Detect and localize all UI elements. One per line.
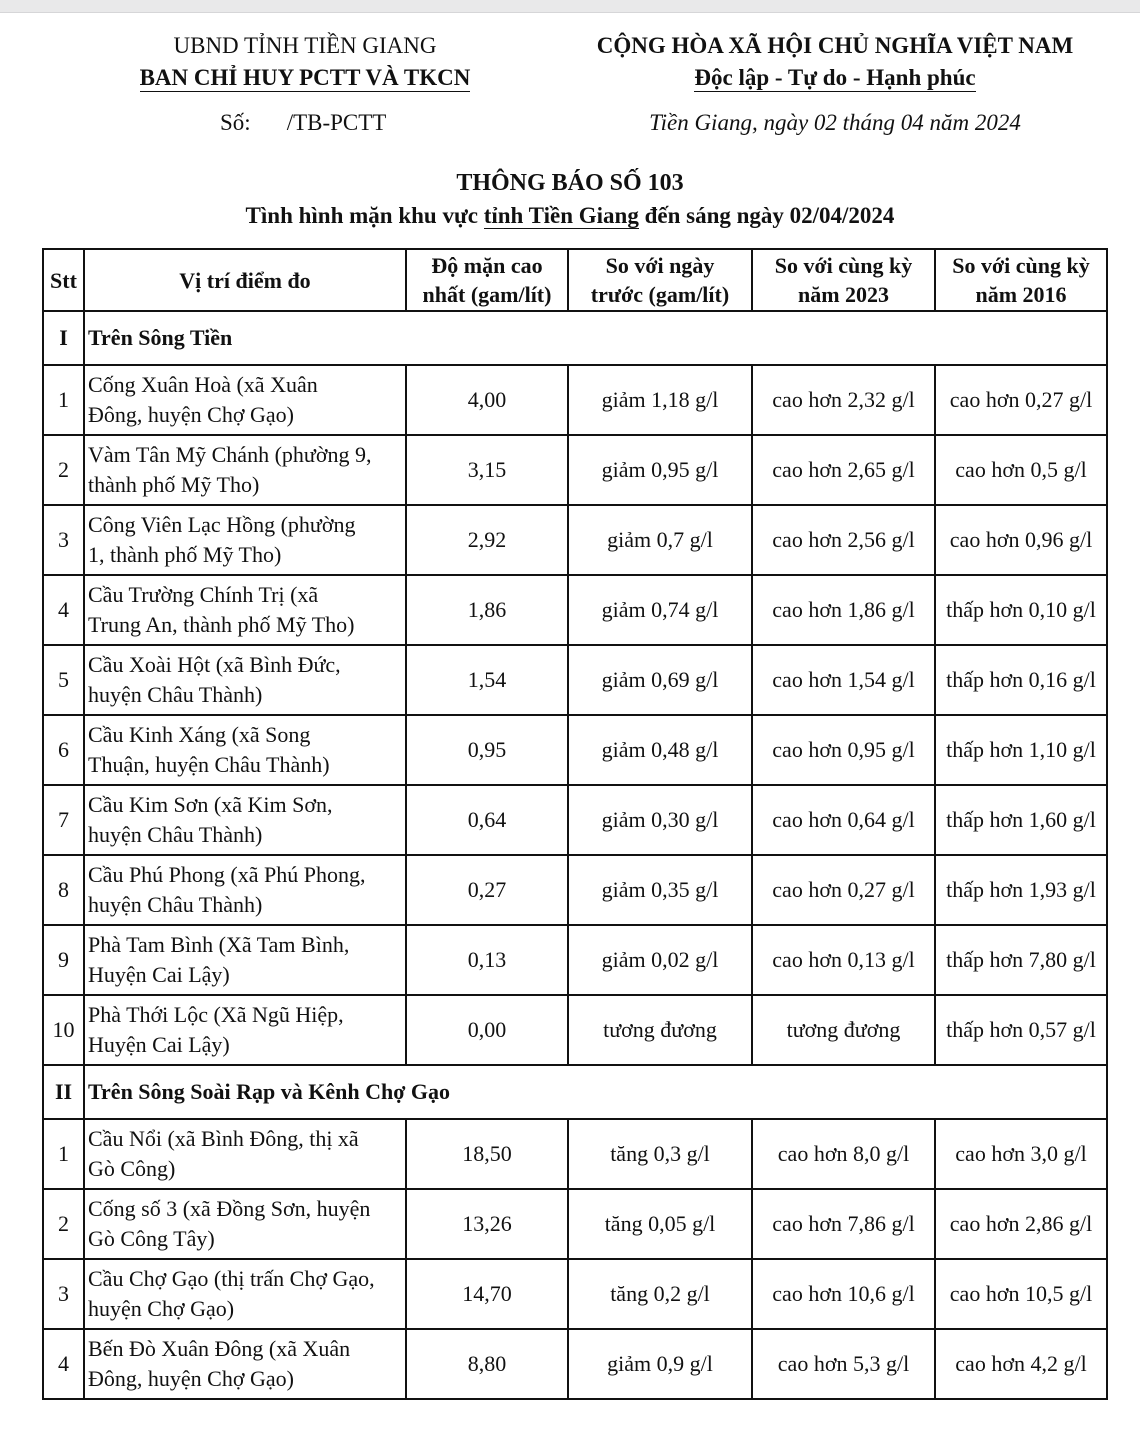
row-location (84, 925, 406, 995)
row-salinity: 0,64 (406, 785, 568, 855)
national-motto-block (565, 30, 1105, 94)
location-line-1: Vàm Tân Mỹ Chánh (phường 9, (88, 442, 372, 467)
row-location (84, 995, 406, 1065)
col-header-salinity: Độ mặn cao nhất (gam/lít) (406, 249, 568, 311)
viewer-top-bar (0, 0, 1140, 13)
row-location (84, 645, 406, 715)
row-vs-2016: thấp hơn 7,80 g/l (935, 925, 1107, 995)
row-vs-prev-day: giảm 1,18 g/l (568, 365, 752, 435)
row-vs-2016: cao hơn 10,5 g/l (935, 1259, 1107, 1329)
row-stt: 4 (43, 1329, 84, 1399)
row-vs-2023: cao hơn 0,27 g/l (752, 855, 935, 925)
row-vs-2016: cao hơn 0,96 g/l (935, 505, 1107, 575)
row-stt: 7 (43, 785, 84, 855)
row-stt: 9 (43, 925, 84, 995)
document-number (220, 110, 386, 136)
row-vs-prev-day: giảm 0,74 g/l (568, 575, 752, 645)
section-row (43, 311, 1107, 365)
row-vs-2023: cao hơn 1,86 g/l (752, 575, 935, 645)
row-salinity: 1,54 (406, 645, 568, 715)
location-line-2: thành phố Mỹ Tho) (88, 472, 260, 497)
section-number: II (43, 1065, 84, 1119)
table-row (43, 645, 1107, 715)
location-line-2: Đông, huyện Chợ Gạo) (88, 1366, 294, 1391)
location-line-2: huyện Chợ Gạo) (88, 1296, 235, 1321)
row-vs-2016: thấp hơn 1,10 g/l (935, 715, 1107, 785)
section-number: I (43, 311, 84, 365)
row-stt: 1 (43, 1119, 84, 1189)
country-name: CỘNG HÒA XÃ HỘI CHỦ NGHĨA VIỆT NAM (596, 33, 1074, 58)
table-row (43, 785, 1107, 855)
row-vs-2023: cao hơn 2,65 g/l (752, 435, 935, 505)
national-motto: Độc lập - Tự do - Hạnh phúc (694, 65, 976, 90)
location-line-2: Đông, huyện Chợ Gạo) (88, 402, 294, 427)
row-vs-2023: cao hơn 8,0 g/l (752, 1119, 935, 1189)
row-location (84, 715, 406, 785)
row-vs-2016: cao hơn 0,27 g/l (935, 365, 1107, 435)
row-vs-prev-day: giảm 0,95 g/l (568, 435, 752, 505)
row-stt: 5 (43, 645, 84, 715)
row-salinity: 0,00 (406, 995, 568, 1065)
row-location (84, 435, 406, 505)
row-location (84, 1119, 406, 1189)
row-location (84, 575, 406, 645)
table-row (43, 1259, 1107, 1329)
row-vs-prev-day: giảm 0,48 g/l (568, 715, 752, 785)
row-vs-prev-day: tăng 0,05 g/l (568, 1189, 752, 1259)
row-vs-2023: cao hơn 10,6 g/l (752, 1259, 935, 1329)
row-salinity: 0,27 (406, 855, 568, 925)
row-vs-2023: cao hơn 2,56 g/l (752, 505, 935, 575)
location-line-1: Cầu Kim Sơn (xã Kim Sơn, (88, 792, 333, 817)
row-vs-2016: cao hơn 4,2 g/l (935, 1329, 1107, 1399)
row-vs-2016: thấp hơn 1,60 g/l (935, 785, 1107, 855)
row-vs-2016: thấp hơn 0,10 g/l (935, 575, 1107, 645)
table-row (43, 925, 1107, 995)
row-stt: 3 (43, 505, 84, 575)
row-stt: 8 (43, 855, 84, 925)
section-title: Trên Sông Tiền (84, 311, 1107, 365)
row-vs-prev-day: giảm 0,69 g/l (568, 645, 752, 715)
table-row (43, 855, 1107, 925)
col-header-stt: Stt (43, 249, 84, 311)
location-line-2: huyện Châu Thành) (88, 682, 263, 707)
row-location (84, 1259, 406, 1329)
row-location (84, 505, 406, 575)
row-vs-2016: cao hơn 0,5 g/l (935, 435, 1107, 505)
table-row (43, 435, 1107, 505)
location-line-1: Cầu Trường Chính Trị (xã (88, 582, 319, 607)
location-line-2: 1, thành phố Mỹ Tho) (88, 542, 282, 567)
location-line-2: Huyện Cai Lậy) (88, 962, 230, 987)
row-vs-prev-day: giảm 0,9 g/l (568, 1329, 752, 1399)
row-salinity: 18,50 (406, 1119, 568, 1189)
row-vs-2023: cao hơn 0,13 g/l (752, 925, 935, 995)
row-vs-prev-day: tăng 0,3 g/l (568, 1119, 752, 1189)
location-line-2: Gò Công) (88, 1156, 176, 1181)
row-stt: 2 (43, 435, 84, 505)
row-vs-prev-day: tăng 0,2 g/l (568, 1259, 752, 1329)
row-vs-2016: thấp hơn 1,93 g/l (935, 855, 1107, 925)
notice-title: THÔNG BÁO SỐ 103 (456, 170, 684, 196)
location-line-2: Huyện Cai Lậy) (88, 1032, 230, 1057)
row-location (84, 1189, 406, 1259)
row-location (84, 365, 406, 435)
col-header-prev-day: So với ngày trước (gam/lít) (568, 249, 752, 311)
row-salinity: 2,92 (406, 505, 568, 575)
table-row (43, 1189, 1107, 1259)
table-row (43, 1119, 1107, 1189)
row-stt: 3 (43, 1259, 84, 1329)
location-line-1: Phà Tam Bình (Xã Tam Bình, (88, 932, 350, 957)
salinity-table (42, 248, 1108, 1400)
table-row (43, 715, 1107, 785)
row-vs-2023: cao hơn 1,54 g/l (752, 645, 935, 715)
notice-subtitle: Tình hình mặn khu vực tỉnh Tiền Giang đến sáng ngày 02/04/2024 (245, 203, 895, 228)
location-line-2: Trung An, thành phố Mỹ Tho) (88, 612, 355, 637)
row-salinity: 1,86 (406, 575, 568, 645)
row-location (84, 785, 406, 855)
row-stt: 2 (43, 1189, 84, 1259)
location-line-1: Công Viên Lạc Hồng (phường (88, 512, 356, 537)
location-line-1: Cầu Chợ Gạo (thị trấn Chợ Gạo, (88, 1266, 375, 1291)
section-row (43, 1065, 1107, 1119)
issuer-province: UBND TỈNH TIỀN GIANG (173, 33, 437, 58)
location-line-1: Bến Đò Xuân Đông (xã Xuân (88, 1336, 351, 1361)
location-line-2: Gò Công Tây) (88, 1226, 215, 1251)
place-date: Tiền Giang, ngày 02 tháng 04 năm 2024 (649, 110, 1021, 135)
row-location (84, 855, 406, 925)
row-vs-2016: thấp hơn 0,16 g/l (935, 645, 1107, 715)
row-stt: 4 (43, 575, 84, 645)
row-vs-2023: cao hơn 2,32 g/l (752, 365, 935, 435)
row-salinity: 3,15 (406, 435, 568, 505)
row-salinity: 14,70 (406, 1259, 568, 1329)
issuer-block (100, 30, 510, 94)
location-line-2: huyện Châu Thành) (88, 892, 263, 917)
row-vs-2016: cao hơn 3,0 g/l (935, 1119, 1107, 1189)
col-header-location: Vị trí điểm đo (84, 249, 406, 311)
row-stt: 6 (43, 715, 84, 785)
issuer-committee: BAN CHỈ HUY PCTT VÀ TKCN (139, 65, 471, 90)
row-vs-prev-day: giảm 0,35 g/l (568, 855, 752, 925)
location-line-1: Cầu Phú Phong (xã Phú Phong, (88, 862, 366, 887)
row-salinity: 0,13 (406, 925, 568, 995)
col-header-2016: So với cùng kỳ năm 2016 (935, 249, 1107, 311)
location-line-1: Cầu Nổi (xã Bình Đông, thị xã (88, 1126, 359, 1151)
row-stt: 10 (43, 995, 84, 1065)
row-vs-2023: cao hơn 0,64 g/l (752, 785, 935, 855)
location-line-1: Cầu Kinh Xáng (xã Song (88, 722, 311, 747)
document-number-value: /TB-PCTT (286, 110, 387, 135)
row-location (84, 1329, 406, 1399)
row-stt: 1 (43, 365, 84, 435)
row-vs-2023: tương đương (752, 995, 935, 1065)
location-line-2: Thuận, huyện Châu Thành) (88, 752, 330, 777)
location-line-1: Cống số 3 (xã Đồng Sơn, huyện (88, 1196, 371, 1221)
row-vs-2016: thấp hơn 0,57 g/l (935, 995, 1107, 1065)
table-row (43, 1329, 1107, 1399)
col-header-2023: So với cùng kỳ năm 2023 (752, 249, 935, 311)
table-row (43, 995, 1107, 1065)
row-vs-2016: cao hơn 2,86 g/l (935, 1189, 1107, 1259)
table-row (43, 365, 1107, 435)
row-vs-prev-day: giảm 0,7 g/l (568, 505, 752, 575)
table-row (43, 505, 1107, 575)
row-salinity: 4,00 (406, 365, 568, 435)
table-header-row (43, 249, 1107, 311)
row-vs-2023: cao hơn 5,3 g/l (752, 1329, 935, 1399)
row-vs-2023: cao hơn 7,86 g/l (752, 1189, 935, 1259)
location-line-1: Phà Thới Lộc (Xã Ngũ Hiệp, (88, 1002, 344, 1027)
row-vs-2023: cao hơn 0,95 g/l (752, 715, 935, 785)
row-salinity: 8,80 (406, 1329, 568, 1399)
location-line-1: Cống Xuân Hoà (xã Xuân (88, 372, 318, 397)
row-salinity: 0,95 (406, 715, 568, 785)
document-number-label: Số: (220, 110, 251, 135)
row-vs-prev-day: giảm 0,02 g/l (568, 925, 752, 995)
location-line-1: Cầu Xoài Hột (xã Bình Đức, (88, 652, 341, 677)
row-vs-prev-day: giảm 0,30 g/l (568, 785, 752, 855)
section-title: Trên Sông Soài Rạp và Kênh Chợ Gạo (84, 1065, 1107, 1119)
row-vs-prev-day: tương đương (568, 995, 752, 1065)
table-row (43, 575, 1107, 645)
location-line-2: huyện Châu Thành) (88, 822, 263, 847)
row-salinity: 13,26 (406, 1189, 568, 1259)
